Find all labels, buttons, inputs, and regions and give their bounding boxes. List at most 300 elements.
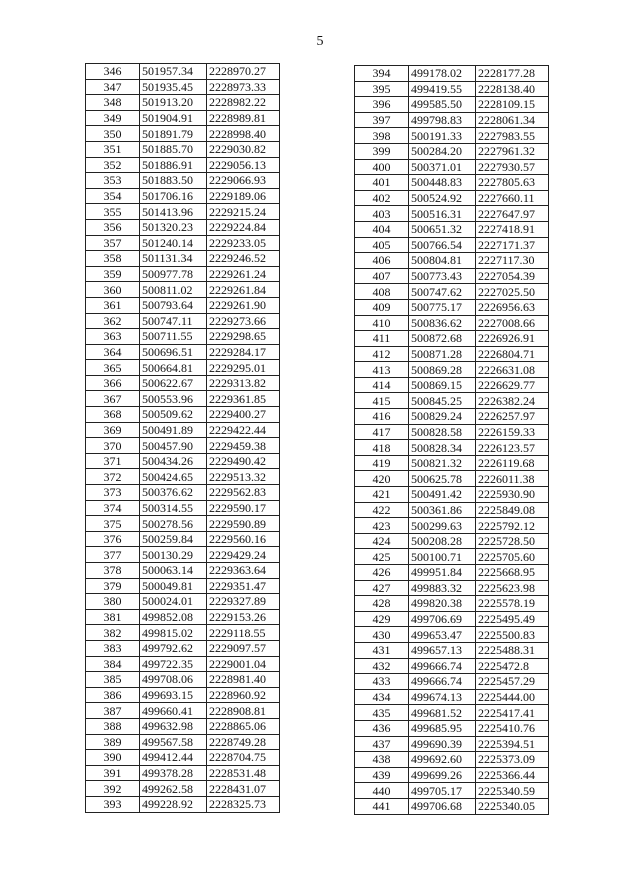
x-coordinate-cell: 499419.55 <box>409 81 476 97</box>
y-coordinate-cell: 2229261.84 <box>207 282 280 298</box>
table-row <box>86 750 280 766</box>
table-row <box>355 642 549 658</box>
y-coordinate-cell: 2225373.09 <box>476 752 549 768</box>
x-coordinate-cell: 500024.01 <box>140 594 207 610</box>
y-coordinate-cell: 2225366.44 <box>476 767 549 783</box>
point-number-cell: 396 <box>355 97 409 113</box>
table-row <box>86 438 280 454</box>
y-coordinate-cell: 2226011.38 <box>476 471 549 487</box>
table-row <box>355 596 549 612</box>
x-coordinate-cell: 500208.28 <box>409 533 476 549</box>
point-number-cell: 399 <box>355 143 409 159</box>
coordinates-table-right <box>354 65 549 815</box>
x-coordinate-cell: 499690.39 <box>409 736 476 752</box>
point-number-cell: 361 <box>86 297 140 313</box>
x-coordinate-cell: 500376.62 <box>140 485 207 501</box>
table-row <box>355 674 549 690</box>
point-number-cell: 373 <box>86 485 140 501</box>
table-row <box>86 453 280 469</box>
table-row <box>86 266 280 282</box>
point-number-cell: 360 <box>86 282 140 298</box>
y-coordinate-cell: 2229327.89 <box>207 594 280 610</box>
point-number-cell: 365 <box>86 360 140 376</box>
y-coordinate-cell: 2227647.97 <box>476 206 549 222</box>
x-coordinate-cell: 499798.83 <box>409 112 476 128</box>
point-number-cell: 397 <box>355 112 409 128</box>
x-coordinate-cell: 500457.90 <box>140 438 207 454</box>
table-row <box>86 64 280 80</box>
y-coordinate-cell: 2229295.01 <box>207 360 280 376</box>
x-coordinate-cell: 499708.06 <box>140 672 207 688</box>
point-number-cell: 386 <box>86 687 140 703</box>
y-coordinate-cell: 2225578.19 <box>476 596 549 612</box>
point-number-cell: 417 <box>355 424 409 440</box>
table-row <box>355 66 549 82</box>
x-coordinate-cell: 499666.74 <box>409 658 476 674</box>
y-coordinate-cell: 2225444.00 <box>476 689 549 705</box>
table-row <box>355 268 549 284</box>
y-coordinate-cell: 2225849.08 <box>476 502 549 518</box>
x-coordinate-cell: 499852.08 <box>140 609 207 625</box>
y-coordinate-cell: 2228865.06 <box>207 718 280 734</box>
y-coordinate-cell: 2227983.55 <box>476 128 549 144</box>
y-coordinate-cell: 2228749.28 <box>207 734 280 750</box>
table-row <box>86 329 280 345</box>
point-number-cell: 394 <box>355 66 409 82</box>
y-coordinate-cell: 2226631.08 <box>476 362 549 378</box>
table-row <box>355 736 549 752</box>
y-coordinate-cell: 2225728.50 <box>476 533 549 549</box>
x-coordinate-cell: 500836.62 <box>409 315 476 331</box>
table-row <box>355 377 549 393</box>
point-number-cell: 376 <box>86 531 140 547</box>
x-coordinate-cell: 500434.26 <box>140 453 207 469</box>
table-row <box>86 640 280 656</box>
table-row <box>355 658 549 674</box>
point-number-cell: 352 <box>86 157 140 173</box>
table-row <box>86 157 280 173</box>
x-coordinate-cell: 499412.44 <box>140 750 207 766</box>
y-coordinate-cell: 2228998.40 <box>207 126 280 142</box>
point-number-cell: 381 <box>86 609 140 625</box>
y-coordinate-cell: 2227418.91 <box>476 221 549 237</box>
coordinates-table-body <box>355 66 549 815</box>
table-row <box>86 718 280 734</box>
x-coordinate-cell: 499820.38 <box>409 596 476 612</box>
x-coordinate-cell: 499262.58 <box>140 781 207 797</box>
y-coordinate-cell: 2229030.82 <box>207 141 280 157</box>
point-number-cell: 383 <box>86 640 140 656</box>
table-row <box>355 362 549 378</box>
point-number-cell: 348 <box>86 95 140 111</box>
table-row <box>355 284 549 300</box>
point-number-cell: 351 <box>86 141 140 157</box>
x-coordinate-cell: 499883.32 <box>409 580 476 596</box>
y-coordinate-cell: 2228908.81 <box>207 703 280 719</box>
table-row <box>355 549 549 565</box>
point-number-cell: 418 <box>355 440 409 456</box>
table-row <box>86 578 280 594</box>
y-coordinate-cell: 2226926.91 <box>476 331 549 347</box>
y-coordinate-cell: 2226257.97 <box>476 409 549 425</box>
table-row <box>86 375 280 391</box>
coordinates-table-body <box>86 64 280 813</box>
x-coordinate-cell: 499951.84 <box>409 565 476 581</box>
x-coordinate-cell: 499722.35 <box>140 656 207 672</box>
point-number-cell: 377 <box>86 547 140 563</box>
y-coordinate-cell: 2226804.71 <box>476 346 549 362</box>
x-coordinate-cell: 501957.34 <box>140 64 207 80</box>
x-coordinate-cell: 500766.54 <box>409 237 476 253</box>
x-coordinate-cell: 501891.79 <box>140 126 207 142</box>
y-coordinate-cell: 2229560.16 <box>207 531 280 547</box>
x-coordinate-cell: 501913.20 <box>140 95 207 111</box>
table-row <box>355 159 549 175</box>
x-coordinate-cell: 499674.13 <box>409 689 476 705</box>
table-row <box>86 141 280 157</box>
x-coordinate-cell: 500625.78 <box>409 471 476 487</box>
table-row <box>355 175 549 191</box>
point-number-cell: 411 <box>355 331 409 347</box>
x-coordinate-cell: 501413.96 <box>140 204 207 220</box>
table-row <box>86 126 280 142</box>
point-number-cell: 378 <box>86 563 140 579</box>
x-coordinate-cell: 500424.65 <box>140 469 207 485</box>
y-coordinate-cell: 2229400.27 <box>207 407 280 423</box>
x-coordinate-cell: 499378.28 <box>140 765 207 781</box>
x-coordinate-cell: 501904.91 <box>140 110 207 126</box>
x-coordinate-cell: 500049.81 <box>140 578 207 594</box>
table-row <box>355 580 549 596</box>
table-row <box>86 703 280 719</box>
x-coordinate-cell: 500259.84 <box>140 531 207 547</box>
point-number-cell: 405 <box>355 237 409 253</box>
y-coordinate-cell: 2229189.06 <box>207 188 280 204</box>
point-number-cell: 433 <box>355 674 409 690</box>
x-coordinate-cell: 500821.32 <box>409 455 476 471</box>
table-row <box>355 752 549 768</box>
point-number-cell: 419 <box>355 455 409 471</box>
table-row <box>355 705 549 721</box>
table-row <box>355 143 549 159</box>
table-row <box>355 440 549 456</box>
table-row <box>355 190 549 206</box>
point-number-cell: 391 <box>86 765 140 781</box>
point-number-cell: 438 <box>355 752 409 768</box>
table-row <box>86 391 280 407</box>
y-coordinate-cell: 2225792.12 <box>476 518 549 534</box>
y-coordinate-cell: 2229215.24 <box>207 204 280 220</box>
y-coordinate-cell: 2228431.07 <box>207 781 280 797</box>
point-number-cell: 372 <box>86 469 140 485</box>
y-coordinate-cell: 2228109.15 <box>476 97 549 113</box>
point-number-cell: 346 <box>86 64 140 80</box>
table-row <box>86 407 280 423</box>
x-coordinate-cell: 500869.15 <box>409 377 476 393</box>
y-coordinate-cell: 2229562.83 <box>207 485 280 501</box>
table-row <box>86 656 280 672</box>
y-coordinate-cell: 2227054.39 <box>476 268 549 284</box>
y-coordinate-cell: 2225417.41 <box>476 705 549 721</box>
table-row <box>86 95 280 111</box>
point-number-cell: 366 <box>86 375 140 391</box>
point-number-cell: 387 <box>86 703 140 719</box>
table-row <box>86 516 280 532</box>
y-coordinate-cell: 2227961.32 <box>476 143 549 159</box>
y-coordinate-cell: 2228989.81 <box>207 110 280 126</box>
point-number-cell: 359 <box>86 266 140 282</box>
table-row <box>355 112 549 128</box>
table-row <box>86 251 280 267</box>
x-coordinate-cell: 500448.83 <box>409 175 476 191</box>
x-coordinate-cell: 501883.50 <box>140 173 207 189</box>
table-row <box>86 79 280 95</box>
point-number-cell: 357 <box>86 235 140 251</box>
y-coordinate-cell: 2225340.59 <box>476 783 549 799</box>
point-number-cell: 412 <box>355 346 409 362</box>
x-coordinate-cell: 500100.71 <box>409 549 476 565</box>
point-number-cell: 425 <box>355 549 409 565</box>
y-coordinate-cell: 2229246.52 <box>207 251 280 267</box>
point-number-cell: 388 <box>86 718 140 734</box>
y-coordinate-cell: 2229284.17 <box>207 344 280 360</box>
y-coordinate-cell: 2225488.31 <box>476 642 549 658</box>
y-coordinate-cell: 2229066.93 <box>207 173 280 189</box>
x-coordinate-cell: 500664.81 <box>140 360 207 376</box>
x-coordinate-cell: 499660.41 <box>140 703 207 719</box>
x-coordinate-cell: 499567.58 <box>140 734 207 750</box>
y-coordinate-cell: 2229001.04 <box>207 656 280 672</box>
x-coordinate-cell: 501885.70 <box>140 141 207 157</box>
y-coordinate-cell: 2229429.24 <box>207 547 280 563</box>
x-coordinate-cell: 500845.25 <box>409 393 476 409</box>
y-coordinate-cell: 2227025.50 <box>476 284 549 300</box>
x-coordinate-cell: 500811.02 <box>140 282 207 298</box>
x-coordinate-cell: 499706.69 <box>409 611 476 627</box>
table-row <box>86 765 280 781</box>
point-number-cell: 423 <box>355 518 409 534</box>
y-coordinate-cell: 2229233.05 <box>207 235 280 251</box>
point-number-cell: 371 <box>86 453 140 469</box>
y-coordinate-cell: 2226629.77 <box>476 377 549 393</box>
table-row <box>355 720 549 736</box>
table-row <box>86 297 280 313</box>
x-coordinate-cell: 500711.55 <box>140 329 207 345</box>
x-coordinate-cell: 500828.34 <box>409 440 476 456</box>
x-coordinate-cell: 500869.28 <box>409 362 476 378</box>
point-number-cell: 428 <box>355 596 409 612</box>
point-number-cell: 363 <box>86 329 140 345</box>
page-number: 5 <box>316 34 324 49</box>
y-coordinate-cell: 2227171.37 <box>476 237 549 253</box>
x-coordinate-cell: 501706.16 <box>140 188 207 204</box>
y-coordinate-cell: 2226123.57 <box>476 440 549 456</box>
point-number-cell: 415 <box>355 393 409 409</box>
x-coordinate-cell: 500828.58 <box>409 424 476 440</box>
point-number-cell: 393 <box>86 796 140 812</box>
y-coordinate-cell: 2225495.49 <box>476 611 549 627</box>
table-row <box>355 533 549 549</box>
x-coordinate-cell: 499666.74 <box>409 674 476 690</box>
x-coordinate-cell: 499692.60 <box>409 752 476 768</box>
table-row <box>86 110 280 126</box>
y-coordinate-cell: 2226159.33 <box>476 424 549 440</box>
y-coordinate-cell: 2229313.82 <box>207 375 280 391</box>
point-number-cell: 374 <box>86 500 140 516</box>
y-coordinate-cell: 2225340.05 <box>476 798 549 814</box>
table-row <box>355 409 549 425</box>
x-coordinate-cell: 500278.56 <box>140 516 207 532</box>
point-number-cell: 413 <box>355 362 409 378</box>
y-coordinate-cell: 2228960.92 <box>207 687 280 703</box>
point-number-cell: 424 <box>355 533 409 549</box>
point-number-cell: 385 <box>86 672 140 688</box>
y-coordinate-cell: 2227117.30 <box>476 253 549 269</box>
x-coordinate-cell: 499657.13 <box>409 642 476 658</box>
table-row <box>86 563 280 579</box>
table-row <box>355 315 549 331</box>
x-coordinate-cell: 500516.31 <box>409 206 476 222</box>
table-row <box>86 344 280 360</box>
x-coordinate-cell: 499693.15 <box>140 687 207 703</box>
table-row <box>355 518 549 534</box>
table-row <box>355 689 549 705</box>
y-coordinate-cell: 2228177.28 <box>476 66 549 82</box>
point-number-cell: 431 <box>355 642 409 658</box>
point-number-cell: 349 <box>86 110 140 126</box>
x-coordinate-cell: 501131.34 <box>140 251 207 267</box>
table-row <box>355 565 549 581</box>
table-row <box>86 609 280 625</box>
point-number-cell: 382 <box>86 625 140 641</box>
table-row <box>86 594 280 610</box>
y-coordinate-cell: 2227008.66 <box>476 315 549 331</box>
x-coordinate-cell: 499705.17 <box>409 783 476 799</box>
point-number-cell: 347 <box>86 79 140 95</box>
x-coordinate-cell: 499706.68 <box>409 798 476 814</box>
y-coordinate-cell: 2228531.48 <box>207 765 280 781</box>
point-number-cell: 375 <box>86 516 140 532</box>
table-row <box>355 299 549 315</box>
x-coordinate-cell: 499815.02 <box>140 625 207 641</box>
table-row <box>86 485 280 501</box>
y-coordinate-cell: 2225623.98 <box>476 580 549 596</box>
table-row <box>355 627 549 643</box>
point-number-cell: 427 <box>355 580 409 596</box>
point-number-cell: 369 <box>86 422 140 438</box>
point-number-cell: 384 <box>86 656 140 672</box>
point-number-cell: 426 <box>355 565 409 581</box>
point-number-cell: 364 <box>86 344 140 360</box>
x-coordinate-cell: 499585.50 <box>409 97 476 113</box>
y-coordinate-cell: 2229273.66 <box>207 313 280 329</box>
coordinates-table-left <box>85 63 280 813</box>
x-coordinate-cell: 499632.98 <box>140 718 207 734</box>
x-coordinate-cell: 500553.96 <box>140 391 207 407</box>
point-number-cell: 420 <box>355 471 409 487</box>
x-coordinate-cell: 500622.67 <box>140 375 207 391</box>
table-row <box>86 422 280 438</box>
point-number-cell: 354 <box>86 188 140 204</box>
table-row <box>355 424 549 440</box>
point-number-cell: 429 <box>355 611 409 627</box>
point-number-cell: 403 <box>355 206 409 222</box>
y-coordinate-cell: 2229590.17 <box>207 500 280 516</box>
x-coordinate-cell: 500491.42 <box>409 487 476 503</box>
table-row <box>355 798 549 814</box>
x-coordinate-cell: 500361.86 <box>409 502 476 518</box>
table-row <box>355 253 549 269</box>
point-number-cell: 408 <box>355 284 409 300</box>
y-coordinate-cell: 2229490.42 <box>207 453 280 469</box>
y-coordinate-cell: 2225410.76 <box>476 720 549 736</box>
x-coordinate-cell: 499681.52 <box>409 705 476 721</box>
point-number-cell: 430 <box>355 627 409 643</box>
table-row <box>355 331 549 347</box>
point-number-cell: 410 <box>355 315 409 331</box>
y-coordinate-cell: 2229118.55 <box>207 625 280 641</box>
y-coordinate-cell: 2228061.34 <box>476 112 549 128</box>
point-number-cell: 398 <box>355 128 409 144</box>
x-coordinate-cell: 500191.33 <box>409 128 476 144</box>
point-number-cell: 441 <box>355 798 409 814</box>
point-number-cell: 362 <box>86 313 140 329</box>
point-number-cell: 416 <box>355 409 409 425</box>
table-row <box>86 687 280 703</box>
y-coordinate-cell: 2229361.85 <box>207 391 280 407</box>
point-number-cell: 379 <box>86 578 140 594</box>
x-coordinate-cell: 500314.55 <box>140 500 207 516</box>
y-coordinate-cell: 2228138.40 <box>476 81 549 97</box>
table-row <box>86 219 280 235</box>
y-coordinate-cell: 2229363.64 <box>207 563 280 579</box>
point-number-cell: 395 <box>355 81 409 97</box>
y-coordinate-cell: 2229153.26 <box>207 609 280 625</box>
x-coordinate-cell: 500871.28 <box>409 346 476 362</box>
x-coordinate-cell: 500977.78 <box>140 266 207 282</box>
point-number-cell: 353 <box>86 173 140 189</box>
table-row <box>355 767 549 783</box>
y-coordinate-cell: 2229056.13 <box>207 157 280 173</box>
table-row <box>86 469 280 485</box>
point-number-cell: 414 <box>355 377 409 393</box>
x-coordinate-cell: 500747.11 <box>140 313 207 329</box>
point-number-cell: 434 <box>355 689 409 705</box>
table-row <box>86 625 280 641</box>
x-coordinate-cell: 500651.32 <box>409 221 476 237</box>
table-row <box>355 346 549 362</box>
point-number-cell: 404 <box>355 221 409 237</box>
y-coordinate-cell: 2228982.22 <box>207 95 280 111</box>
point-number-cell: 390 <box>86 750 140 766</box>
point-number-cell: 409 <box>355 299 409 315</box>
point-number-cell: 392 <box>86 781 140 797</box>
x-coordinate-cell: 499792.62 <box>140 640 207 656</box>
x-coordinate-cell: 500793.64 <box>140 297 207 313</box>
x-coordinate-cell: 500773.43 <box>409 268 476 284</box>
y-coordinate-cell: 2229590.89 <box>207 516 280 532</box>
point-number-cell: 355 <box>86 204 140 220</box>
x-coordinate-cell: 500804.81 <box>409 253 476 269</box>
y-coordinate-cell: 2228973.33 <box>207 79 280 95</box>
point-number-cell: 435 <box>355 705 409 721</box>
table-row <box>86 313 280 329</box>
y-coordinate-cell: 2225394.51 <box>476 736 549 752</box>
table-row <box>355 455 549 471</box>
table-row <box>355 487 549 503</box>
y-coordinate-cell: 2228981.40 <box>207 672 280 688</box>
table-row <box>86 547 280 563</box>
